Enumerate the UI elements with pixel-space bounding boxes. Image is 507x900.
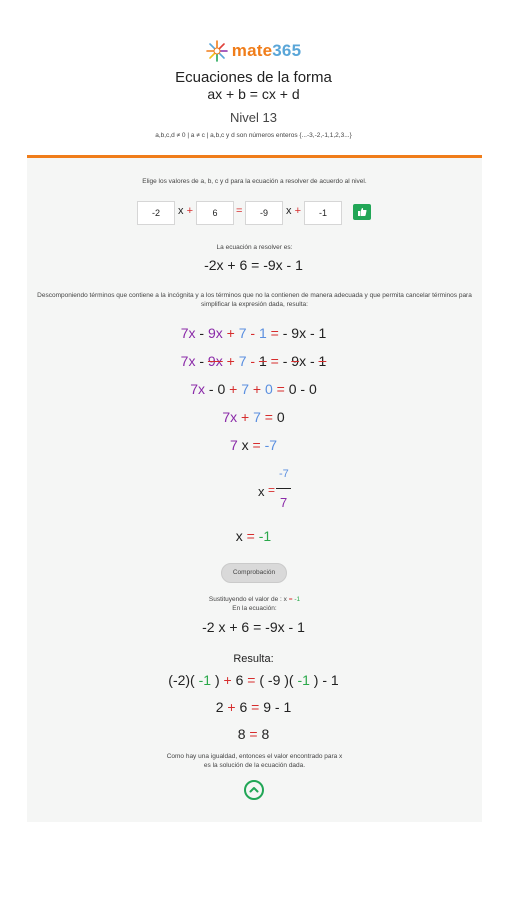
decompose-text: Descomponiendo términos que contiene a la incógnita y a los términos que no la contienen de manera adecuada y que permita cancelar términos para simplificar la expresión dada, resulta: — [37, 292, 472, 308]
brand-name: mate365 — [231, 41, 302, 60]
level-label: Nivel 13 — [230, 110, 277, 125]
page-title-line1: Ecuaciones de la forma — [175, 69, 332, 86]
input-c[interactable]: -9 — [245, 201, 283, 225]
page-title-line2: ax + b = cx + d — [207, 86, 300, 102]
x-plus-1: x + — [178, 205, 193, 217]
fraction-equals: = — [268, 483, 276, 497]
fraction-x: x — [258, 484, 265, 499]
conclusion-line2: es la solución de la ecuación dada. — [203, 762, 306, 769]
chevron-up-icon — [249, 785, 259, 795]
conclusion-line1: Como hay una igualdad, entonces el valor encontrado para x — [166, 753, 343, 760]
step-1: 7x - 9x + 7 - 1 = - 9x - 1 — [180, 325, 327, 341]
x-plus-2: x + — [286, 205, 301, 217]
step-4: 7x + 7 = 0 — [222, 409, 285, 425]
scroll-top-button[interactable] — [244, 780, 264, 800]
substituting-text: Sustituyendo el valor de : x = -1 — [208, 596, 301, 603]
check-equation: -2 x + 6 = -9x - 1 — [202, 619, 305, 635]
in-equation-label: En la ecuación: — [232, 605, 277, 612]
check-button[interactable]: Comprobación — [221, 563, 287, 583]
result-label: Resulta: — [233, 653, 274, 665]
fraction-bar — [276, 488, 291, 489]
equation-to-solve-label: La ecuación a resolver es: — [216, 244, 293, 251]
check-step-3: 8 = 8 — [237, 726, 270, 742]
coefficient-inputs — [0, 201, 507, 225]
solve-button[interactable] — [353, 204, 371, 220]
fraction-step — [0, 466, 507, 516]
check-step-1: (-2)( -1 ) + 6 = ( -9 )( -1 ) - 1 — [168, 672, 339, 688]
equals-sign: = — [236, 205, 243, 217]
given-equation: -2x + 6 = -9x - 1 — [204, 257, 303, 273]
brand-logo[interactable] — [0, 38, 507, 64]
input-b[interactable]: 6 — [196, 201, 234, 225]
step-2: 7x - 9x + 7 - 1 = - 9x - 1 — [180, 353, 327, 369]
check-step-2: 2 + 6 = 9 - 1 — [215, 699, 292, 715]
conditions-text: a,b,c,d ≠ 0 | a ≠ c | a,b,c y d son números enteros {...-3,-2,-1,1,2,3...} — [155, 132, 352, 139]
fraction-denominator: 7 — [280, 495, 288, 510]
input-d[interactable]: -1 — [304, 201, 342, 225]
solution: x = -1 — [235, 528, 272, 544]
step-5: 7 x = -7 — [229, 437, 278, 453]
fraction-numerator: -7 — [279, 468, 289, 480]
step-3: 7x - 0 + 7 + 0 = 0 - 0 — [190, 381, 317, 397]
intro-text: Elige los valores de a, b, c y d para la ecuación a resolver de acuerdo al nivel. — [142, 178, 367, 185]
sunburst-logo-icon — [206, 40, 228, 62]
input-a[interactable]: -2 — [137, 201, 175, 225]
thumbs-up-icon — [357, 207, 367, 217]
